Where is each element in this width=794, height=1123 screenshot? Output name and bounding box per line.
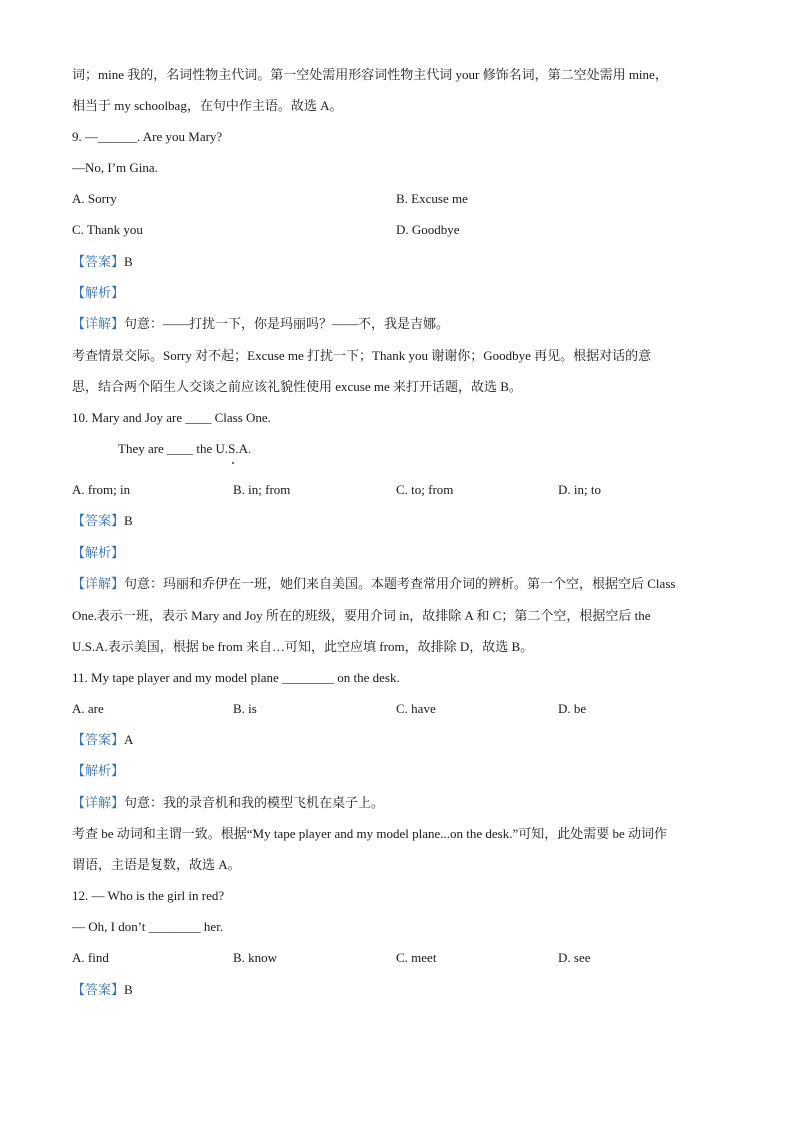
q10-option-d: D. in; to xyxy=(558,482,601,497)
detail-text: 句意：我的录音机和我的模型飞机在桌子上。 xyxy=(124,795,385,810)
answer-value: A xyxy=(124,732,134,747)
q11-explain-1: 考查 be 动词和主谓一致。根据“My tape player and my model plane...on the desk.”可知，此处需要 be 动词作 xyxy=(72,826,668,841)
q9-option-a: A. Sorry xyxy=(72,191,117,206)
analysis-tag: 【解析】 xyxy=(72,285,125,300)
detail-tag: 【详解】 xyxy=(72,576,125,591)
q11-explain-2: 谓语，主语是复数，故选 A。 xyxy=(72,857,241,872)
q10-stem: 10. Mary and Joy are ____ Class One. xyxy=(72,410,271,425)
analysis-tag: 【解析】 xyxy=(72,545,125,560)
q9-option-d: D. Goodbye xyxy=(396,222,460,237)
q10-stem-2: They are ____ the U.S.A. xyxy=(118,441,252,456)
intro-line-1: 词；mine 我的，名词性物主代词。第一空处需用形容词性物主代词 your 修饰名词，第二空处需用 mine， xyxy=(72,67,668,82)
analysis-tag: 【解析】 xyxy=(72,763,125,778)
detail-tag: 【详解】 xyxy=(72,795,125,810)
answer-value: B xyxy=(124,513,133,528)
q12-option-b: B. know xyxy=(233,950,278,965)
q10-option-b: B. in; from xyxy=(233,482,291,497)
q10-detail-3: U.S.A.表示美国，根据 be from 来自…可知，此空应填 from，故排除 D，故选 B。 xyxy=(72,639,534,654)
answer-tag: 【答案】 xyxy=(72,982,125,997)
q9-explain-2: 思，结合两个陌生人交谈之前应该礼貌性使用 excuse me 来打开话题，故选 B。 xyxy=(72,379,522,394)
q9-stem: 9. —______. Are you Mary? xyxy=(72,129,223,144)
q9-reply: —No, I’m Gina. xyxy=(72,160,158,175)
q11-option-a: A. are xyxy=(72,701,104,716)
answer-value: B xyxy=(124,254,133,269)
detail-tag: 【详解】 xyxy=(72,316,125,331)
q9-answer xyxy=(72,253,133,271)
q9-detail xyxy=(72,315,449,333)
q12-option-d: D. see xyxy=(558,950,591,965)
answer-tag: 【答案】 xyxy=(72,254,125,269)
q11-option-d: D. be xyxy=(558,701,587,716)
q10-detail-2: One.表示一班，表示 Mary and Joy 所在的班级，要用介词 in，故排除 A 和 C；第二个空，根据空后 the xyxy=(72,608,651,623)
q11-answer xyxy=(72,731,133,749)
answer-tag: 【答案】 xyxy=(72,732,125,747)
q11-stem: 11. My tape player and my model plane ________ on the desk. xyxy=(72,670,400,685)
q10-detail-1 xyxy=(72,575,675,593)
q12-stem: 12. — Who is the girl in red? xyxy=(72,888,225,903)
q12-answer xyxy=(72,981,133,999)
q9-option-c: C. Thank you xyxy=(72,222,143,237)
detail-text: 句意：——打扰一下，你是玛丽吗？——不，我是吉娜。 xyxy=(124,316,450,331)
q9-analysis-heading xyxy=(72,284,124,302)
q11-analysis-heading xyxy=(72,762,124,780)
stray-dot xyxy=(232,462,234,464)
answer-tag: 【答案】 xyxy=(72,513,125,528)
q10-option-c: C. to; from xyxy=(396,482,454,497)
q10-analysis-heading xyxy=(72,544,124,562)
q10-answer xyxy=(72,512,133,530)
q12-option-c: C. meet xyxy=(396,950,437,965)
q12-reply: — Oh, I don’t ________ her. xyxy=(72,919,224,934)
detail-text: 句意：玛丽和乔伊在一班，她们来自美国。本题考查常用介词的辨析。第一个空，根据空后 Class xyxy=(124,576,676,591)
q11-option-b: B. is xyxy=(233,701,257,716)
answer-value: B xyxy=(124,982,133,997)
intro-line-2: 相当于 my schoolbag，在句中作主语。故选 A。 xyxy=(72,98,343,113)
q9-explain-1: 考查情景交际。Sorry 对不起；Excuse me 打扰一下；Thank you 谢谢你；Goodbye 再见。根据对话的意 xyxy=(72,348,652,363)
q12-option-a: A. find xyxy=(72,950,109,965)
q11-detail xyxy=(72,794,384,812)
q9-option-b: B. Excuse me xyxy=(396,191,468,206)
q10-option-a: A. from; in xyxy=(72,482,131,497)
q11-option-c: C. have xyxy=(396,701,436,716)
